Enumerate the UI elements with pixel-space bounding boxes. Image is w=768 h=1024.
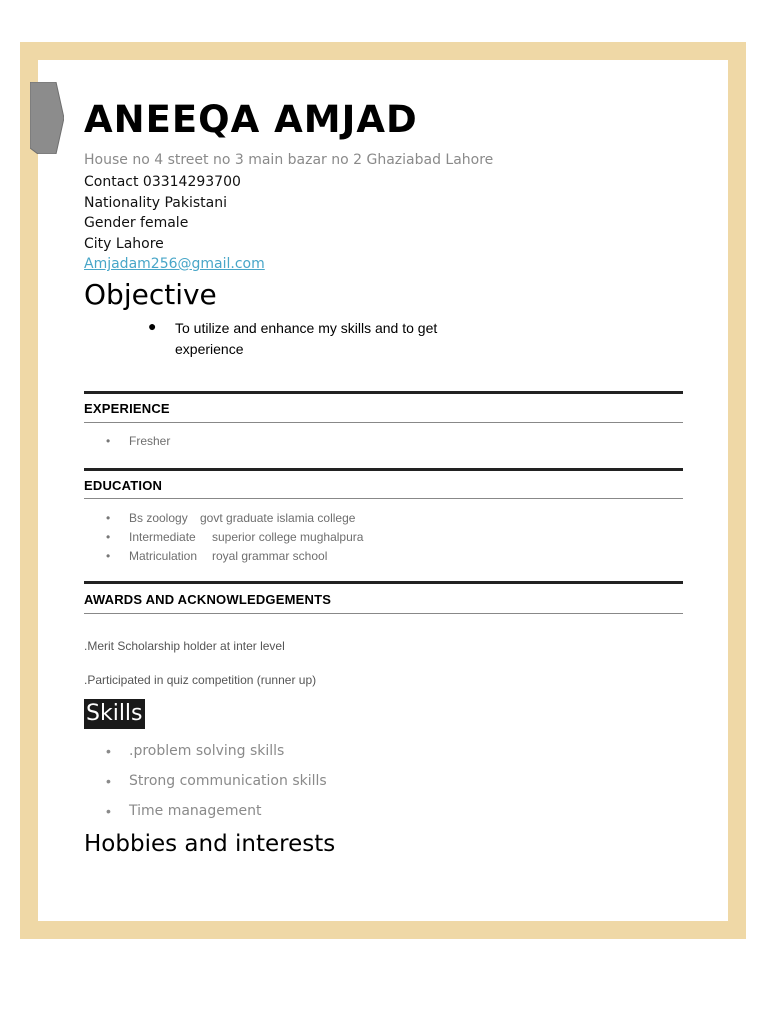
objective-heading: Objective (84, 278, 217, 311)
experience-heading: EXPERIENCE (84, 401, 170, 416)
bullet-icon: ● (148, 318, 157, 334)
section-divider (84, 468, 683, 471)
education-heading: EDUCATION (84, 478, 163, 493)
section-divider (84, 391, 683, 394)
bullet-icon: • (106, 773, 111, 789)
skill-item: Strong communication skills (129, 773, 327, 789)
address-line: House no 4 street no 3 main bazar no 2 Ghaziabad Lahore (84, 152, 494, 168)
bullet-icon: • (106, 530, 111, 544)
education-degree: Intermediate (129, 530, 196, 544)
experience-item: Fresher (129, 434, 171, 448)
education-institution: govt graduate islamia college (200, 511, 356, 525)
education-degree: Matriculation (129, 549, 198, 563)
bullet-icon: • (106, 743, 111, 759)
award-item: .Merit Scholarship holder at inter level (84, 639, 285, 653)
nationality-line: Nationality Pakistani (84, 195, 227, 211)
candidate-name: ANEEQA AMJAD (84, 98, 418, 141)
bullet-icon: • (106, 549, 111, 563)
email-link[interactable]: Amjadam256@gmail.com (84, 256, 265, 272)
education-degree: Bs zoology (129, 511, 188, 525)
section-underline (84, 422, 683, 423)
section-underline (84, 613, 683, 614)
award-item: .Participated in quiz competition (runner up) (84, 673, 317, 687)
skill-item: Time management (129, 803, 262, 819)
objective-item: To utilize and enhance my skills and to get experience (175, 320, 438, 357)
bullet-icon: • (106, 803, 111, 819)
gender-line: Gender female (84, 215, 189, 231)
header-tab-marker (30, 82, 64, 154)
bullet-icon: • (106, 511, 111, 525)
education-institution: royal grammar school (212, 549, 328, 563)
education-institution: superior college mughalpura (212, 530, 364, 544)
bullet-icon: • (106, 434, 111, 448)
contact-line: Contact 03314293700 (84, 174, 241, 190)
section-divider (84, 581, 683, 584)
section-underline (84, 498, 683, 499)
skill-item: .problem solving skills (129, 743, 285, 759)
skills-heading: Skills (84, 699, 145, 729)
city-line: City Lahore (84, 236, 164, 252)
hobbies-heading: Hobbies and interests (84, 831, 336, 857)
awards-heading: AWARDS AND ACKNOWLEDGEMENTS (84, 592, 332, 607)
